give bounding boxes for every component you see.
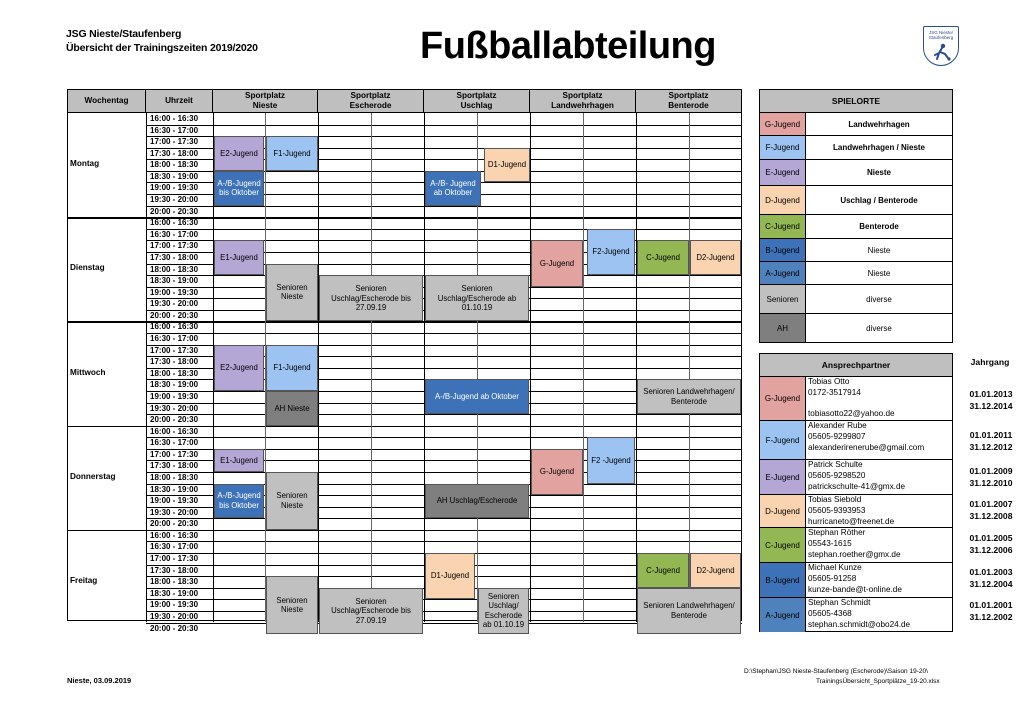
jahrgang-from: 01.01.2011 — [969, 430, 1013, 440]
training-block: D1-Jugend — [425, 553, 475, 599]
time-slot: 16:30 - 17:00 — [150, 334, 199, 344]
column-header: Sportplatz Landwehrhagen — [530, 90, 636, 113]
row-divider — [146, 206, 742, 207]
training-block: E2-Jugend — [214, 345, 264, 391]
column-divider — [530, 113, 531, 622]
training-block: Senioren Landwehrhagen/ Benterode — [637, 379, 741, 414]
jahrgang-to: 31.12.2006 — [969, 544, 1013, 555]
contact-info — [808, 421, 924, 453]
team-chip: F-Jugend — [760, 421, 806, 459]
training-block: A-/B-Jugend bis Oktober — [214, 484, 264, 519]
column-header: Uhrzeit — [146, 90, 213, 113]
spielort-row — [760, 159, 952, 185]
team-chip: A-Jugend — [760, 262, 806, 284]
column-header: Sportplatz Escherode — [318, 90, 424, 113]
row-divider — [146, 472, 742, 473]
spielort-place: Benterode — [859, 222, 899, 231]
training-block: Senioren Uschlag/ Escherode ab 01.10.19 — [478, 588, 529, 634]
subcolumn-divider — [583, 113, 584, 622]
document-subtitle: Übersicht der Trainingszeiten 2019/2020 — [66, 42, 258, 54]
footer-place-date: Nieste, 03.09.2019 — [67, 676, 132, 685]
jahrgang-from: 01.01.2003 — [969, 567, 1013, 577]
training-block: F2 -Jugend — [587, 437, 635, 483]
footer-file-name: TrainingsÜbersicht_Sportplätze_19-20.xlsx — [816, 678, 940, 685]
contact-info — [808, 598, 910, 630]
time-slot: 16:00 - 16:30 — [150, 530, 199, 540]
time-slot: 19:00 - 19:30 — [150, 391, 199, 401]
training-block: D2-Jugend — [690, 553, 741, 588]
time-slot: 16:30 - 17:00 — [150, 229, 199, 239]
time-slot: 18:30 - 19:00 — [150, 380, 199, 390]
weekday-label: Freitag — [70, 575, 98, 585]
training-block: D2-Jugend — [690, 240, 741, 275]
jahrgang-from: 01.01.2009 — [969, 466, 1013, 476]
row-divider — [146, 437, 742, 438]
training-block: D1-Jugend — [484, 148, 530, 183]
time-slot: 16:30 - 17:00 — [150, 125, 199, 135]
row-divider — [146, 518, 742, 519]
team-chip: C-Jugend — [760, 215, 806, 238]
spielort-place: Nieste — [867, 268, 891, 278]
contact-info — [808, 460, 905, 492]
contact-email[interactable]: patrickschulte-41@gmx.de — [808, 481, 906, 491]
contact-row — [760, 420, 952, 459]
contact-email[interactable]: stephan.roether@gmx.de — [808, 549, 901, 559]
jahrgang-from: 01.01.2001 — [969, 600, 1013, 610]
time-slot: 16:00 - 16:30 — [150, 426, 199, 436]
team-chip: G-Jugend — [760, 377, 806, 420]
spielort-row — [760, 112, 952, 135]
contact-row — [760, 376, 952, 420]
team-chip: A-Jugend — [760, 598, 806, 632]
time-slot: 19:00 - 19:30 — [150, 183, 199, 193]
jahrgang-to: 31.12.2014 — [969, 400, 1013, 411]
training-block: F2-Jugend — [587, 229, 635, 275]
jahrgang-to: 31.12.2010 — [969, 477, 1013, 488]
column-header: Sportplatz Benterode — [636, 90, 742, 113]
weekday-label: Montag — [70, 159, 100, 169]
time-slot: 16:30 - 17:00 — [150, 542, 199, 552]
row-divider — [146, 541, 742, 542]
contact-phone: 05605-9298520 — [808, 470, 866, 480]
training-block: G-Jugend — [531, 449, 583, 495]
contact-phone: 05605-9299807 — [808, 431, 866, 441]
team-chip: Senioren — [760, 285, 806, 313]
spielorte-table — [759, 89, 953, 343]
jahrgang-header: Jahrgang — [970, 357, 1010, 367]
spielort-row — [760, 214, 952, 238]
training-block: AH Uschlag/Escherode — [425, 484, 529, 519]
contact-phone: 05543-1615 — [808, 538, 852, 548]
contact-email[interactable]: stephan.schmidt@obo24.de — [808, 619, 911, 629]
time-slot: 18:00 - 18:30 — [150, 577, 199, 587]
team-chip: G-Jugend — [760, 113, 806, 135]
training-block: A-/B-Jugend ab Oktober — [425, 379, 529, 414]
spielort-row — [760, 284, 952, 313]
time-slot: 18:00 - 18:30 — [150, 368, 199, 378]
jahrgang-range — [960, 389, 1022, 412]
training-block: Senioren Uschlag/Escherode bis 27.09.19 — [319, 588, 423, 634]
spielort-row — [760, 135, 952, 159]
spielort-place: Uschlag / Benterode — [840, 195, 918, 205]
column-header: Sportplatz Nieste — [213, 90, 318, 113]
contact-phone: 0172-3517914 — [808, 387, 861, 397]
training-block: Senioren Nieste — [266, 576, 318, 634]
contact-email[interactable]: alexanderirenerube@gmail.com — [808, 442, 925, 452]
time-slot: 20:00 - 20:30 — [150, 310, 199, 320]
spielort-place: Nieste — [866, 168, 891, 177]
time-slot: 18:00 - 18:30 — [150, 264, 199, 274]
column-divider — [636, 113, 637, 622]
row-divider — [146, 229, 742, 230]
training-block: F1-Jugend — [266, 345, 318, 391]
column-header: Wochentag — [68, 90, 146, 113]
subcolumn-divider — [689, 113, 690, 622]
time-slot: 18:30 - 19:00 — [150, 484, 199, 494]
club-logo — [923, 26, 959, 66]
team-chip: C-Jugend — [760, 528, 806, 562]
row-divider — [146, 414, 742, 415]
training-block: C-Jugend — [637, 553, 689, 588]
time-slot: 17:00 - 17:30 — [150, 554, 199, 564]
team-chip: D-Jugend — [760, 495, 806, 527]
jahrgang-from: 01.01.2007 — [969, 499, 1013, 509]
jahrgang-range — [960, 499, 1022, 522]
team-chip: D-Jugend — [760, 186, 806, 214]
contact-row — [760, 494, 952, 527]
training-block: E2-Jugend — [214, 136, 264, 171]
contact-info — [808, 528, 901, 560]
time-slot: 16:30 - 17:00 — [150, 438, 199, 448]
time-slot: 16:00 - 16:30 — [150, 114, 199, 123]
contact-phone: 05605-9393953 — [808, 505, 866, 515]
training-block: C-Jugend — [637, 240, 689, 275]
time-slot: 19:00 - 19:30 — [150, 496, 199, 506]
time-slot: 17:00 - 17:30 — [150, 241, 199, 251]
jahrgang-from: 01.01.2005 — [969, 533, 1013, 543]
contact-name: Tobias Siebold — [808, 495, 862, 504]
training-block: Senioren Nieste — [266, 264, 318, 322]
time-slot: 17:30 - 18:00 — [150, 252, 199, 262]
time-slot: 17:30 - 18:00 — [150, 461, 199, 471]
time-slot: 19:30 - 20:00 — [150, 611, 199, 621]
spielort-row — [760, 261, 952, 284]
time-slot: 17:00 - 17:30 — [150, 137, 199, 147]
contact-name: Alexander Rube — [808, 421, 867, 430]
contact-row — [760, 597, 952, 632]
time-slot: 17:00 - 17:30 — [150, 449, 199, 459]
jahrgang-to: 31.12.2002 — [969, 611, 1013, 622]
time-slot: 16:00 - 16:30 — [150, 322, 199, 332]
time-slot: 18:00 - 18:30 — [150, 472, 199, 482]
contact-email[interactable]: tobiasotto22@yahoo.de — [808, 408, 895, 418]
training-block: AH Nieste — [266, 391, 318, 426]
contact-phone: 05605-4368 — [808, 608, 852, 618]
time-slot: 18:30 - 19:00 — [150, 588, 199, 598]
subcolumn-divider — [371, 113, 372, 622]
team-chip: E-Jugend — [760, 160, 806, 185]
time-slot: 19:30 - 20:00 — [150, 299, 199, 309]
weekday-label: Dienstag — [70, 263, 105, 273]
spielort-place: Landwehrhagen / Nieste — [832, 143, 926, 152]
time-slot: 18:30 - 19:00 — [150, 171, 199, 181]
training-block: Senioren Uschlag/Escherode bis 27.09.19 — [319, 275, 423, 321]
training-schedule-table — [67, 89, 742, 633]
time-slot: 20:00 - 20:30 — [150, 519, 199, 529]
soccer-player-icon — [932, 43, 952, 61]
team-chip: E-Jugend — [760, 460, 806, 494]
contact-email[interactable]: hurricaneto@freenet.de — [808, 516, 895, 526]
day-divider — [68, 530, 742, 531]
time-slot: 17:30 - 18:00 — [150, 357, 199, 367]
spielort-row — [760, 238, 952, 261]
time-slot: 19:30 - 20:00 — [150, 195, 199, 205]
jahrgang-from: 01.01.2013 — [969, 389, 1013, 399]
team-chip: B-Jugend — [760, 239, 806, 261]
contact-phone: 05605-91258 — [808, 573, 857, 583]
training-block: A-/B- Jugend ab Oktober — [425, 171, 481, 206]
contact-row — [760, 527, 952, 562]
contacts-header: Ansprechpartner — [760, 354, 952, 376]
day-divider — [68, 426, 742, 427]
spielort-row — [760, 313, 952, 342]
time-slot: 18:00 - 18:30 — [150, 160, 199, 170]
jahrgang-range — [960, 600, 1022, 623]
team-chip: F-Jugend — [760, 136, 806, 159]
time-slot: 20:00 - 20:30 — [150, 206, 199, 216]
weekday-label: Donnerstag — [70, 471, 116, 481]
club-name: JSG Nieste/Staufenberg — [66, 28, 182, 40]
page-title: Fußballabteilung — [420, 25, 716, 67]
contact-info — [808, 563, 902, 595]
time-slot: 20:00 - 20:30 — [150, 415, 199, 425]
time-slot: 18:30 - 19:00 — [150, 276, 199, 286]
training-block: E1-Jugend — [214, 449, 264, 472]
jahrgang-to: 31.12.2012 — [969, 441, 1013, 452]
time-slot: 17:30 - 18:00 — [150, 148, 199, 158]
spielorte-header: SPIELORTE — [760, 90, 952, 112]
time-slot: 19:00 - 19:30 — [150, 600, 199, 610]
time-slot: 17:00 - 17:30 — [150, 345, 199, 355]
jahrgang-range — [960, 567, 1022, 590]
weekday-label: Mittwoch — [70, 367, 106, 377]
time-slot: 20:00 - 20:30 — [150, 623, 199, 633]
spielort-place: diverse — [866, 323, 892, 333]
team-chip: AH — [760, 314, 806, 342]
contact-name: Michael Kunze — [808, 563, 862, 572]
jahrgang-to: 31.12.2008 — [969, 510, 1013, 521]
time-slot: 16:00 - 16:30 — [150, 218, 199, 228]
time-slot: 19:00 - 19:30 — [150, 287, 199, 297]
column-header: Sportplatz Uschlag — [424, 90, 530, 113]
footer-file-path: D:\Stephan\JSG Nieste-Staufenberg (Escherode)\Saison 19-20\ — [744, 668, 928, 675]
training-block: E1-Jugend — [214, 240, 264, 275]
time-slot: 17:30 - 18:00 — [150, 565, 199, 575]
contacts-table — [759, 353, 953, 632]
spielort-place: Landwehrhagen — [848, 119, 910, 129]
training-block: G-Jugend — [531, 240, 583, 286]
column-divider — [146, 113, 147, 622]
contact-name: Stephan Röther — [808, 528, 866, 537]
time-slot: 19:30 - 20:00 — [150, 507, 199, 517]
team-chip: B-Jugend — [760, 563, 806, 597]
contact-info — [808, 495, 894, 527]
training-block: Senioren Nieste — [266, 472, 318, 530]
day-divider — [68, 321, 742, 322]
contact-info — [808, 377, 895, 419]
contact-name: Tobias Otto — [808, 377, 850, 386]
spielort-place: diverse — [866, 294, 892, 304]
day-divider — [68, 217, 742, 218]
spielort-row — [760, 185, 952, 214]
training-block: Senioren Uschlag/Escherode ab 01.10.19 — [425, 275, 529, 321]
training-block: Senioren Landwehrhagen/ Benterode — [637, 588, 741, 634]
contact-row — [760, 459, 952, 494]
jahrgang-range — [960, 430, 1022, 453]
training-block: A-/B-Jugend bis Oktober — [214, 171, 264, 206]
contact-name: Stephan Schmidt — [808, 598, 871, 607]
row-divider — [146, 333, 742, 334]
training-block: F1-Jugend — [266, 136, 318, 171]
contact-row — [760, 562, 952, 597]
jahrgang-range — [960, 533, 1022, 556]
time-slot: 19:30 - 20:00 — [150, 403, 199, 413]
contact-name: Patrick Schulte — [808, 460, 863, 469]
jahrgang-range — [960, 466, 1022, 489]
contact-email[interactable]: kunze-bande@t-online.de — [808, 584, 902, 594]
row-divider — [146, 125, 742, 126]
spielort-place: Nieste — [867, 245, 891, 255]
column-divider — [318, 113, 319, 622]
logo-text: JSG Nieste/ Staufenberg — [928, 30, 954, 40]
jahrgang-to: 31.12.2004 — [969, 578, 1013, 589]
